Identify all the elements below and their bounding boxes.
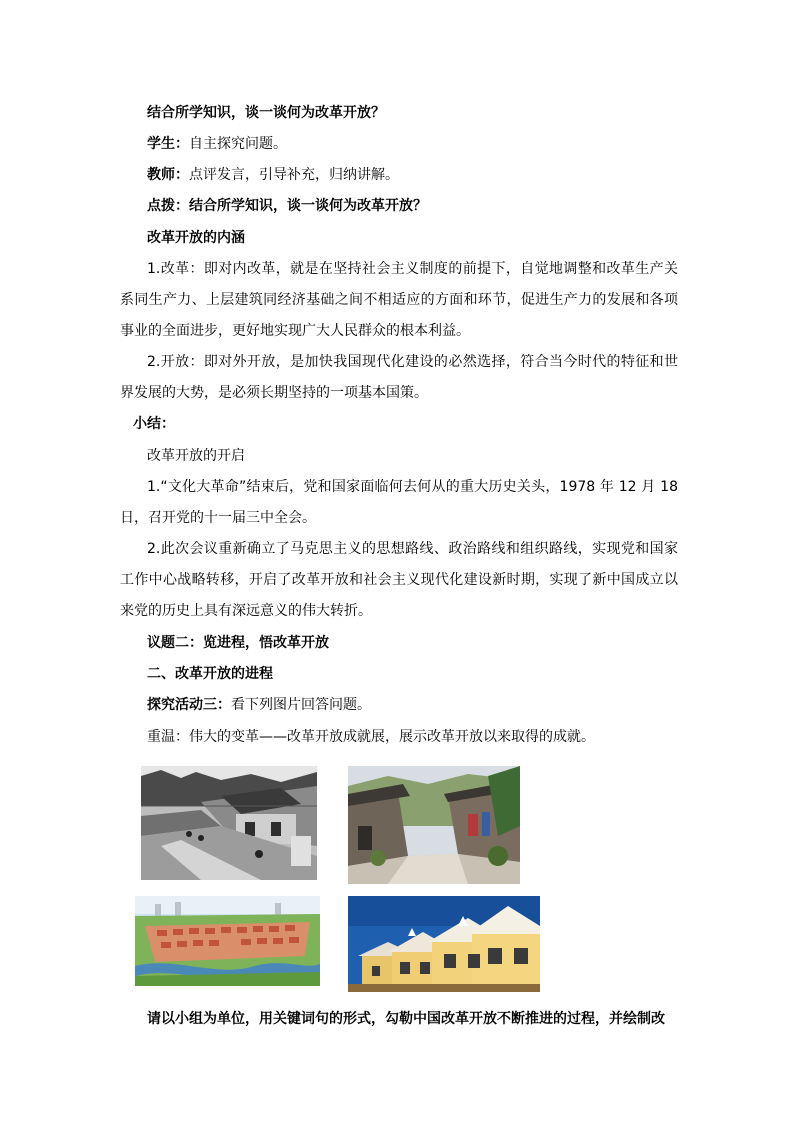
old-alley-bw-photo [141, 766, 317, 880]
review-label: 重温： [147, 729, 189, 745]
new-village-houses-photo [348, 896, 540, 992]
review-line [147, 727, 794, 747]
summary-label: 小结： [133, 416, 175, 432]
topic-two-heading: 议题二：览进程，悟改革开放 [147, 635, 329, 651]
open-paragraph: 2.开放：即对外开放，是加快我国现代化建设的必然选择，符合当今时代的特征和世界发展的大势，是必须长期坚持的一项基本国策。 [120, 354, 678, 401]
teacher-label: 教师： [147, 167, 189, 183]
start-title: 改革开放的开启 [147, 448, 245, 464]
question-heading: 结合所学知识，谈一谈何为改革开放？ [147, 105, 385, 121]
village-street-photo [348, 766, 520, 884]
review-text: 伟大的变革——改革开放成就展，展示改革开放以来取得的成就。 [189, 729, 595, 745]
modern-community-aerial-photo [135, 896, 320, 986]
teacher-text: 点评发言，引导补充，归纳讲解。 [189, 167, 399, 183]
start-paragraph-2: 2.此次会议重新确立了马克思主义的思想路线、政治路线和组织路线，实现党和国家工作中心战略转移，开启了改革开放和社会主义现代化建设新时期，实现了新中国成立以来党的历史上具有深远意义的伟大转折。 [120, 541, 678, 619]
student-label: 学生： [147, 136, 189, 152]
teacher-line [147, 165, 794, 185]
start-paragraph-1: 1.“文化大革命”结束后，党和国家面临何去何从的重大历史关头，1978 年 12 月 18 日，召开党的十一届三中全会。 [120, 479, 678, 526]
activity-line [147, 695, 794, 715]
group-task-text: 请以小组为单位，用关键词句的形式，勾勒中国改革开放不断推进的过程，并绘制改 [147, 1011, 665, 1027]
hint-heading: 点拨：结合所学知识，谈一谈何为改革开放？ [147, 198, 427, 214]
reform-paragraph: 1.改革：即对内改革，就是在坚持社会主义制度的前提下，自觉地调整和改革生产关系同生产力、上层建筑同经济基础之间不相适应的方面和环节，促进生产力的发展和各项事业的全面进步，更好地实现广大人民群众的根本利益。 [120, 261, 678, 339]
activity-label: 探究活动三： [147, 697, 231, 713]
section-two-heading: 二、改革开放的进程 [147, 666, 273, 682]
connotation-title: 改革开放的内涵 [147, 230, 245, 246]
activity-text: 看下列图片回答问题。 [231, 697, 371, 713]
student-text: 自主探究问题。 [189, 136, 287, 152]
student-line [147, 134, 794, 154]
